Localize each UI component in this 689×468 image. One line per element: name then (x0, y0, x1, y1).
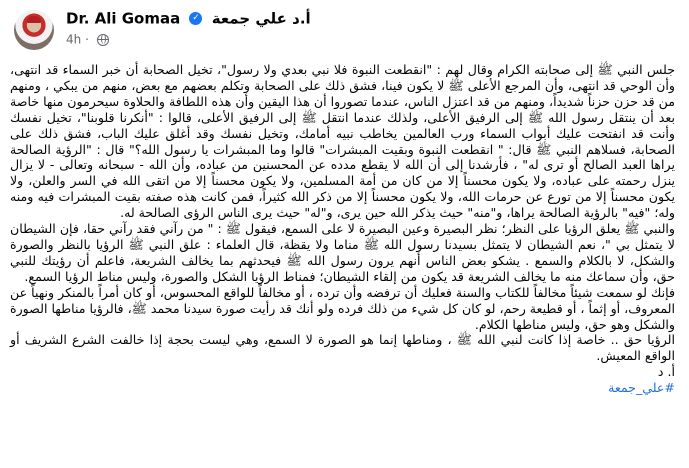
author-name[interactable]: Dr. Ali Gomaa (66, 9, 181, 28)
hashtag-link[interactable]: #علي_جمعة (608, 380, 675, 396)
public-audience-globe-icon[interactable] (97, 34, 109, 46)
author-name-arabic[interactable]: أ.د علي جمعة (211, 9, 311, 28)
post-header (14, 8, 689, 50)
author-avatar[interactable] (14, 10, 54, 50)
post-paragraph-1: جلس النبي ﷺ إلى صحابته الكرام وقال لهم : "انقطعت النبوة فلا نبي بعدي ولا رسول"، تخيل الصحابة أن خبر السماء قد انتهى، وأن الوحي قد انتهى، وأن المرجع الأعلى ﷺ لا يكون فينا، فشق ذلك على الصحابة وتكلم بعضهم مع بعض، منهم من يبكي ، ومنهم من قد حزن حزناً شديداً، ومنهم من قد اعتزل الناس، عندما تصوروا أن هذا اليقين وأن هذه اللطافة والحلاوة سيحرمون منها خاصة بعد أن ينتقل رسول الله ﷺ إلى الرفيق الأعلى، ولذلك عندما انتقل ﷺ إلى الرفيق الأعلى، قالوا : "أنكرنا قلوبنا"، تخيل نفسك وأنت قد انفتحت عليك أبواب السماء ورب العالمين يخاطب نبيه أمامك، وتخيل نفسك وقد أغلق عليك الباب، فشق ذلك على الصحابة، فسلاهم النبي ﷺ قال: " انقطعت النبوة وبقيت المبشرات" قالوا وما المبشرات يا رسول الله؟" قال : "الرؤية الصالحة يراها العبد الصالح أو ترى له" ، فأرشدنا إلى أن الله لا يقطع مدده عن المحسنين من عباده، وأن الله - سبحانه وتعالى - لا يزال ينزل رحمته على عباده، ولا يكون محسناً إلا من كان من أمة المسلمين، ولا يكون محسناً إلا من اتقى الله في السر والعلن، ولا يكون محسناً إلا من تورع عن حرمات الله، ولا يكون محسناً إلا من ذكر الله كثيراً، فمن كانت هذه صفته بقيت المبشرات فيه ومنه وله؛ "فيه" بالرؤية الصالحة يراها، و"منه" حيث يذكر الله حين يرى، و"له" حيث يرى الناس الرؤى الصالحة له. (10, 62, 675, 221)
post-paragraph-3: فإنك لو سمعت شيئاً مخالفاً للكتاب والسنة فعليك أن ترفضه وأن ترده ، أو مخالفاً للواقع المحسوس، أو كان أمراً بالمنكر ونهياً عن المعروف، أو إثماً ، أو قطيعة رحم، لو كان كل شيء من ذلك فرده ولو أنك قد رأيت صورة سيدنا محمد ﷺ، فالرؤيا مناطها الصورة والشكل وهو حق، وليس مناطها الكلام. (10, 284, 675, 332)
author-name-line (66, 9, 311, 28)
verified-badge-icon: ✓ (189, 12, 202, 25)
post-signature: أ. د (657, 364, 675, 380)
post-paragraph-2: والنبي ﷺ يعلق الرؤيا على النظر؛ نظر البصيرة وعين البصيرة لا على السمع، فيقول ﷺ : " من رآني فقد رآني حقا، فإن الشيطان لا يتمثل بي "، نعم الشيطان لا يتمثل بسيدنا رسول الله ﷺ مناما ولا يقظة، قال العلماء : علق النبي ﷺ الرؤيا بالنظر والصورة والشكل، لا بالكلام والسمع . يشكو بعض الناس أنهم يرون رسول الله ﷺ فيحدثهم بما يخالف الشريعة، فاعلم أن رؤيتك للنبي حق، وأن سماعك منه ما يخالف الشريعة قد يكون من إلقاء الشيطان؛ فمناط الرؤيا الشكل والصورة، وليس مناط الرؤيا السمع. (10, 221, 675, 284)
post-text (10, 62, 675, 396)
post-paragraph-4: الرؤيا حق .. خاصة إذا كانت لنبي الله ﷺ ، ومناطها إنما هو الصورة لا السمع، وهي ليست بحجة إذا خالفت الشرع الشريف أو الواقع المعيش. (10, 332, 675, 364)
post-timestamp[interactable]: 4h (66, 32, 82, 47)
post-meta (66, 32, 109, 47)
meta-separator: · (85, 32, 89, 47)
